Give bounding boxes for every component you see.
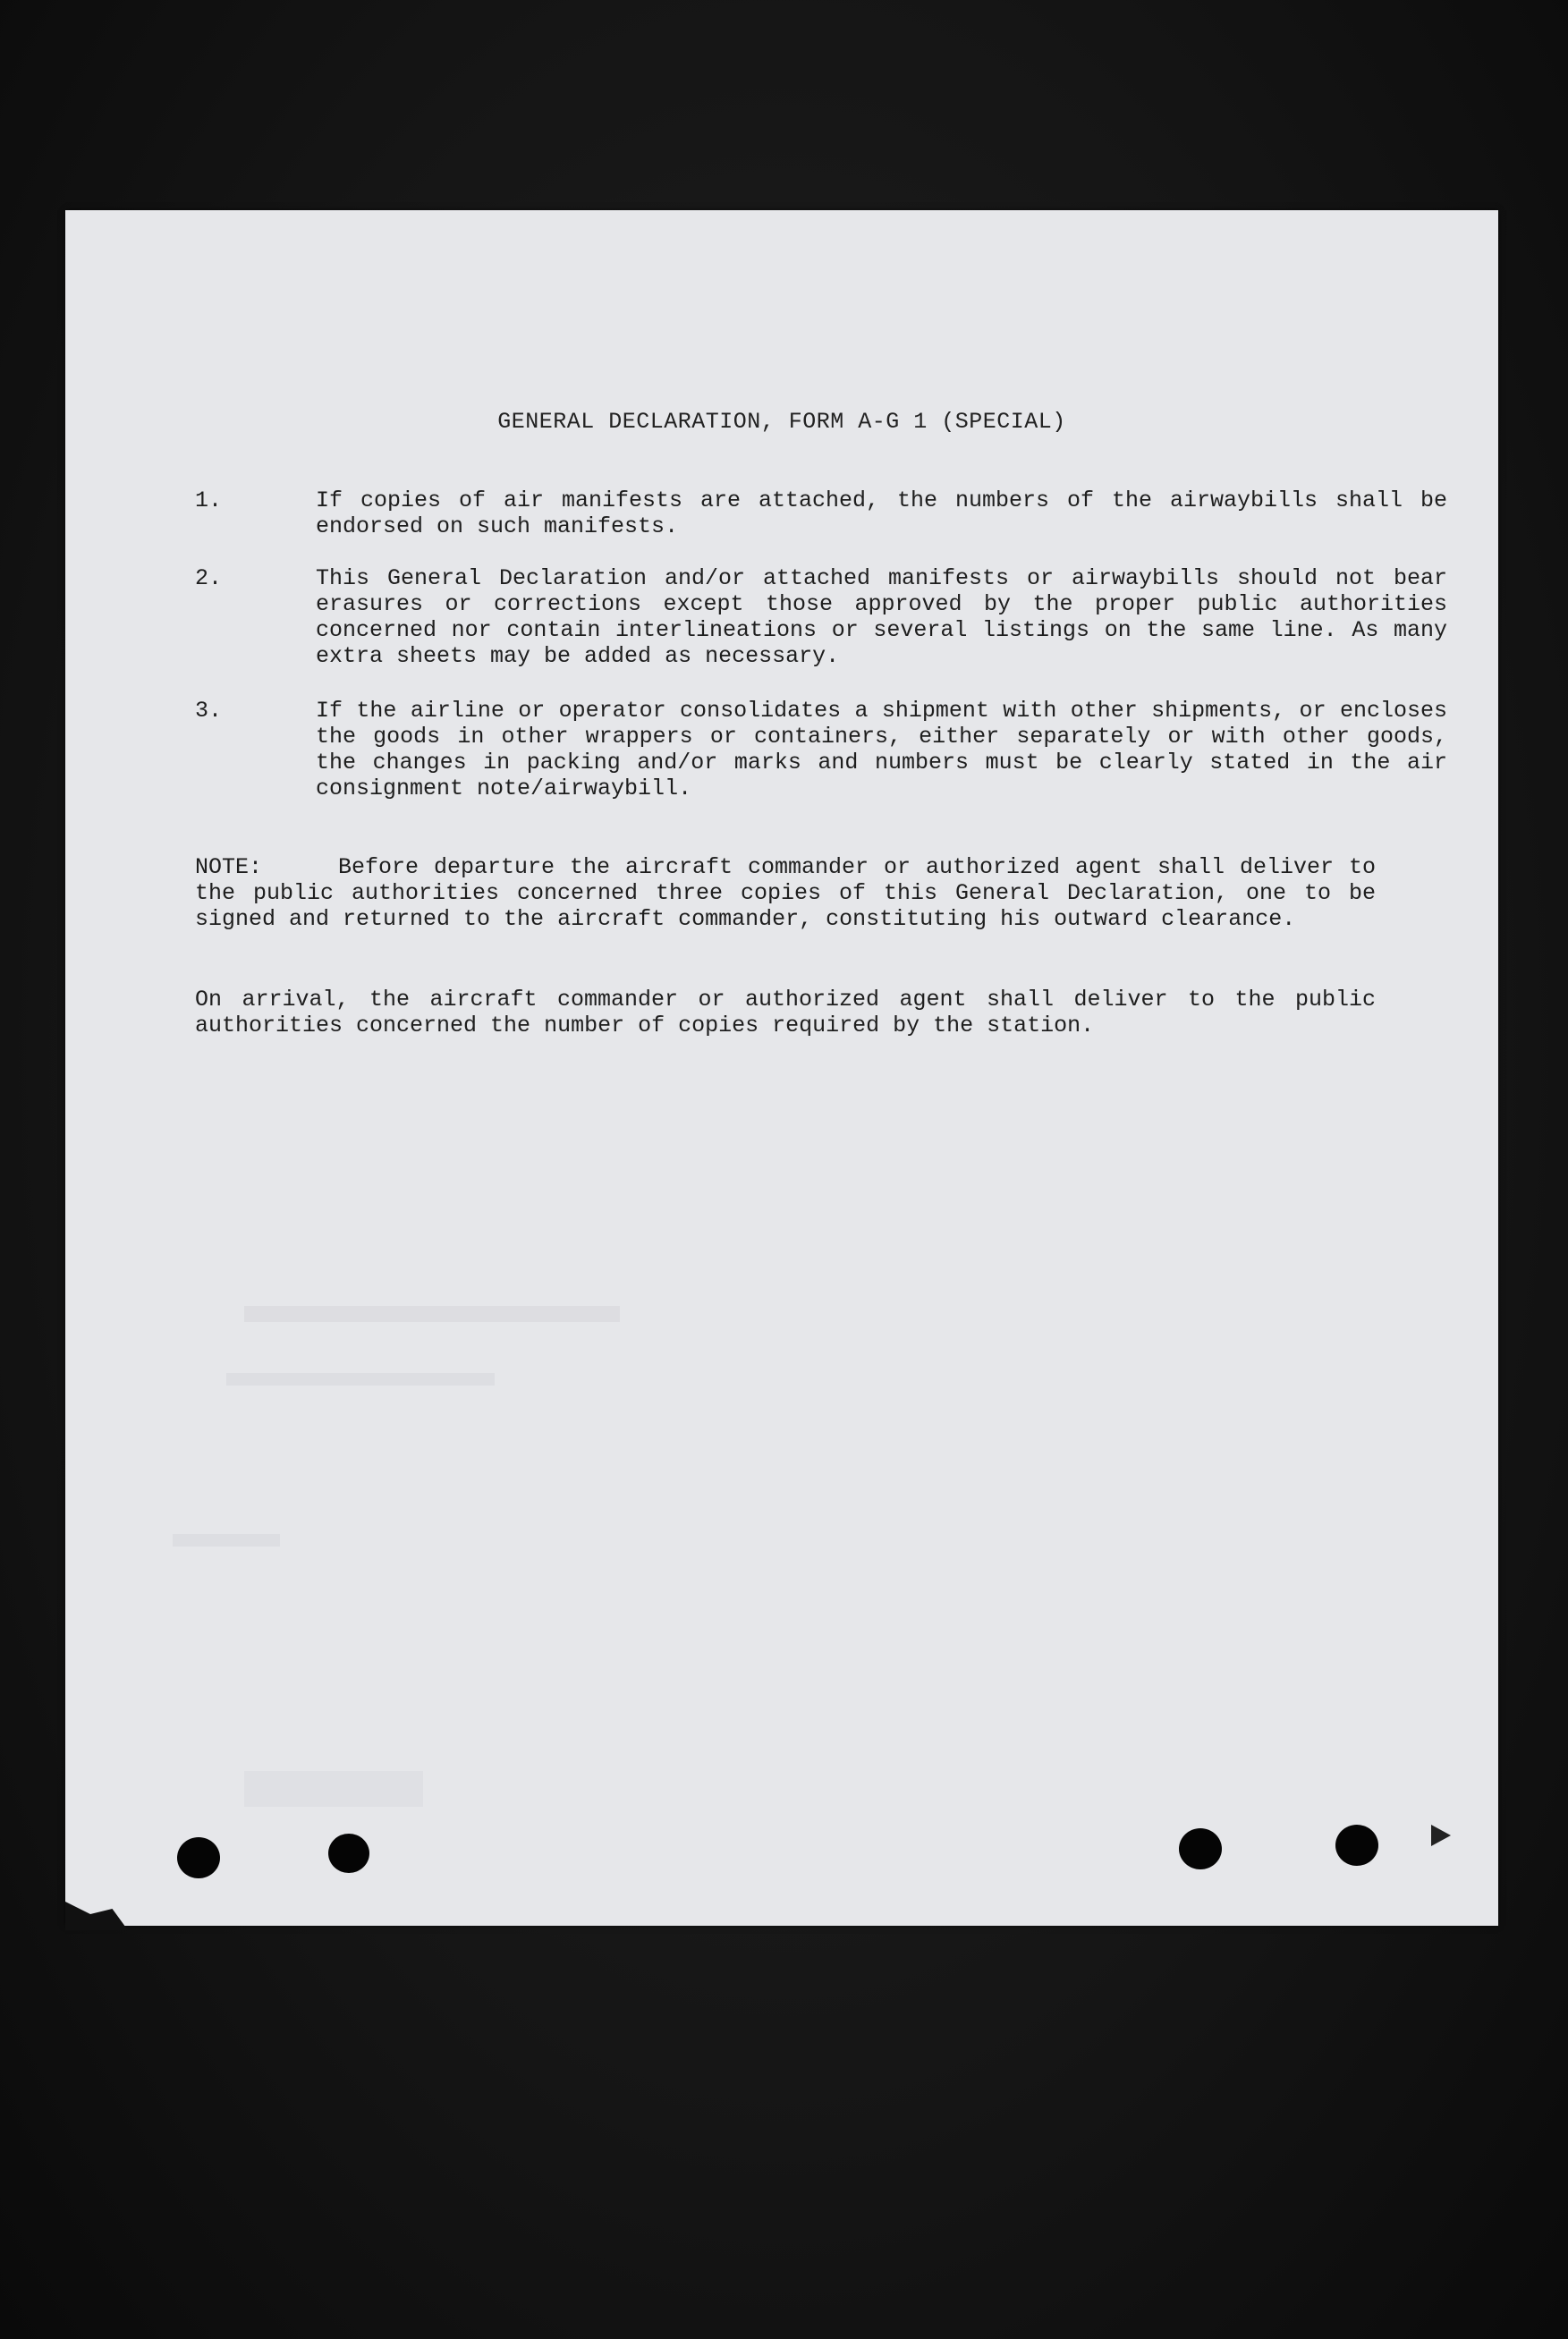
- item-text: If the airline or operator consolidates a shipment with other shipments, or encloses the goods in other wrappers or containers, either separately or with other goods, the changes in packing and/or marks and numbers must be clearly stated in the air consignment note/airwaybill.: [316, 698, 1447, 801]
- document-title: GENERAL DECLARATION, FORM A-G 1 (SPECIAL): [497, 409, 1066, 435]
- punch-hole: [1335, 1825, 1378, 1866]
- note-paragraph: [195, 854, 1376, 932]
- punch-hole: [177, 1837, 220, 1878]
- item-text: This General Declaration and/or attached manifests or airwaybills should not bear erasures or corrections except those approved by the proper public authorities concerned nor contain interlineations or several listings on the same line. As many extra sheets may be added as necessary.: [316, 565, 1447, 669]
- corner-mark: [1431, 1825, 1451, 1846]
- bleed-through-mark: [173, 1534, 280, 1547]
- arrival-paragraph: On arrival, the aircraft commander or authorized agent shall deliver to the public authorities concerned the number of copies required by the station.: [195, 987, 1376, 1038]
- note-text: Before departure the aircraft commander or authorized agent shall deliver to the public authorities concerned three copies of this General Declaration, one to be signed and returned to the aircraft commander, constituting his outward clearance.: [195, 854, 1376, 932]
- bleed-through-mark: [244, 1306, 620, 1322]
- document-page: [65, 210, 1498, 1926]
- punch-hole: [328, 1834, 369, 1873]
- note-label: NOTE:: [195, 854, 263, 880]
- item-number: 2.: [195, 565, 223, 591]
- item-number: 3.: [195, 698, 223, 724]
- item-text: If copies of air manifests are attached, the numbers of the airwaybills shall be endorsed on such manifests.: [316, 487, 1447, 539]
- bleed-through-mark: [226, 1373, 495, 1386]
- item-number: 1.: [195, 487, 223, 513]
- punch-hole: [1179, 1828, 1222, 1869]
- bleed-through-mark: [244, 1771, 423, 1807]
